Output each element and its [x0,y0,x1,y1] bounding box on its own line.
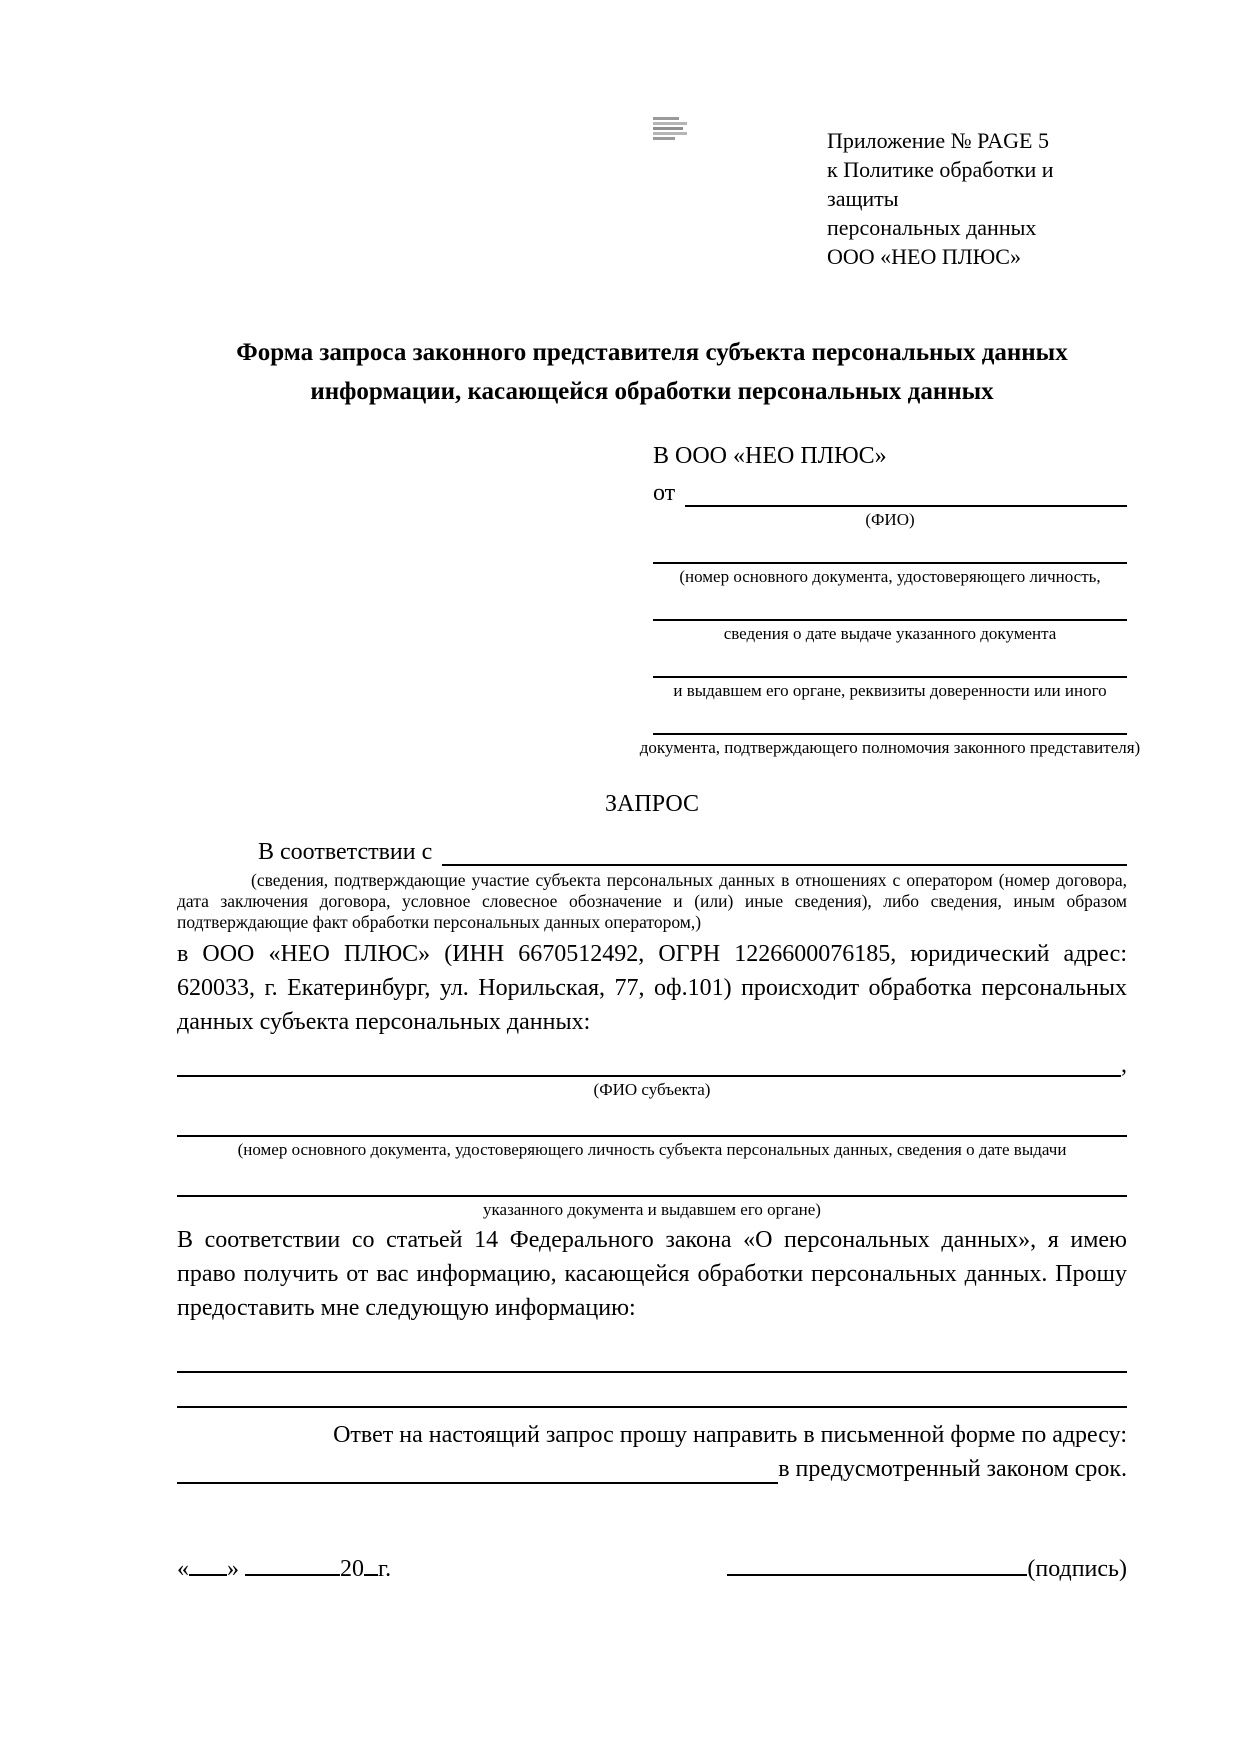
subject-fio-caption: (ФИО субъекта) [593,1080,711,1099]
issue-date-blank[interactable] [653,586,1127,621]
document-title-line2: информации, касающейся обработки персональных данных [310,378,994,405]
law-paragraph: В соответствии со статьей 14 Федерального закона «О персональных данных», я имею право получить от вас информацию, касающейся обработки персональных данных. Прошу предоставить мне следующую информацию: [177,1227,1127,1321]
fio-caption: (ФИО) [865,510,915,529]
addressee-block [639,441,1141,757]
accordance-label: В соответствии с [258,839,433,865]
appendix-header-line: персональных данных [827,215,1037,240]
request-heading: ЗАПРОС [605,791,699,817]
subject-fio-blank[interactable] [177,1041,1121,1077]
appendix-header-line: Приложение № PAGE 5 [827,128,1049,153]
subject-fio-row [177,1041,1127,1077]
answer-request-line: Ответ на настоящий запрос прошу направить в письменной форме по адресу: [333,1422,1127,1448]
signature-blank[interactable] [727,1550,1027,1576]
document-number-field [653,529,1127,586]
authority-document-caption: документа, подтверждающего полномочия законного представителя) [639,738,1141,757]
date-day-blank[interactable] [189,1550,227,1576]
issue-date-caption: сведения о дате выдаче указанного документа [723,624,1057,643]
date-close-quote: » [227,1556,239,1582]
answer-address-row [177,1452,1127,1484]
requested-info-blank-2[interactable] [177,1373,1127,1408]
authority-document-field [639,700,1141,757]
issue-date-field [653,586,1127,643]
subject-fio-comma: , [1121,1052,1127,1078]
subject-document-caption1: (номер основного документа, удостоверяющего личность субъекта персональных данных, сведения о дате выдачи [237,1140,1067,1159]
text-lines-icon [653,116,687,142]
accordance-blank[interactable] [442,834,1127,866]
signature-row [177,1550,1127,1583]
authority-document-blank[interactable] [653,700,1127,735]
signature-group [727,1550,1127,1583]
fine-print-note: (сведения, подтверждающие участие субъекта персональных данных в отношениях с оператором (номер договора, дата заключения договора, условное словесное обозначение и (или) иные сведения), либо сведения, иным образом подтверждающие факт обработки персональных данных оператором,) [177,870,1127,932]
date-year-blank[interactable] [364,1550,378,1576]
subject-authority-field [177,1159,1127,1219]
document-title-line1: Форма запроса законного представителя субъекта персональных данных [236,339,1068,366]
from-label: от [653,480,676,506]
subject-document-field [177,1099,1127,1159]
addressee-to: В ООО «НЕО ПЛЮС» [653,443,887,469]
accordance-row [177,834,1127,866]
requested-info-blank-1[interactable] [177,1341,1127,1373]
date-open-quote: « [177,1556,189,1582]
subject-authority-blank[interactable] [177,1159,1127,1197]
answer-address-blank[interactable] [177,1452,778,1484]
appendix-header-line: к Политике обработки и защиты [827,157,1054,211]
subject-document-caption2: указанного документа и выдавшем его органе) [483,1200,821,1219]
from-row [653,475,1127,507]
date-group [177,1550,391,1583]
date-year-prefix: 20 [340,1556,364,1582]
issuing-authority-blank[interactable] [653,643,1127,678]
appendix-header [827,126,1127,271]
date-year-suffix: г. [378,1556,392,1582]
date-month-blank[interactable] [245,1550,340,1576]
operator-paragraph: в ООО «НЕО ПЛЮС» (ИНН 6670512492, ОГРН 1226600076185, юридический адрес: 620033, г. Екатеринбург, ул. Норильская, 77, оф.101) происходит обработка персональных данных субъекта персональных данных: [177,941,1127,1035]
subject-document-blank[interactable] [177,1099,1127,1137]
answer-term-text: в предусмотренный законом срок. [778,1456,1127,1482]
signature-caption: (подпись) [1027,1556,1127,1582]
issuing-authority-field [653,643,1127,700]
document-number-caption: (номер основного документа, удостоверяющего личность, [679,567,1101,586]
document-title [177,333,1127,411]
issuing-authority-caption: и выдавшем его органе, реквизиты доверенности или иного [673,681,1107,700]
fio-blank-field[interactable] [685,475,1127,507]
appendix-header-line: ООО «НЕО ПЛЮС» [827,244,1021,269]
document-number-blank[interactable] [653,529,1127,564]
